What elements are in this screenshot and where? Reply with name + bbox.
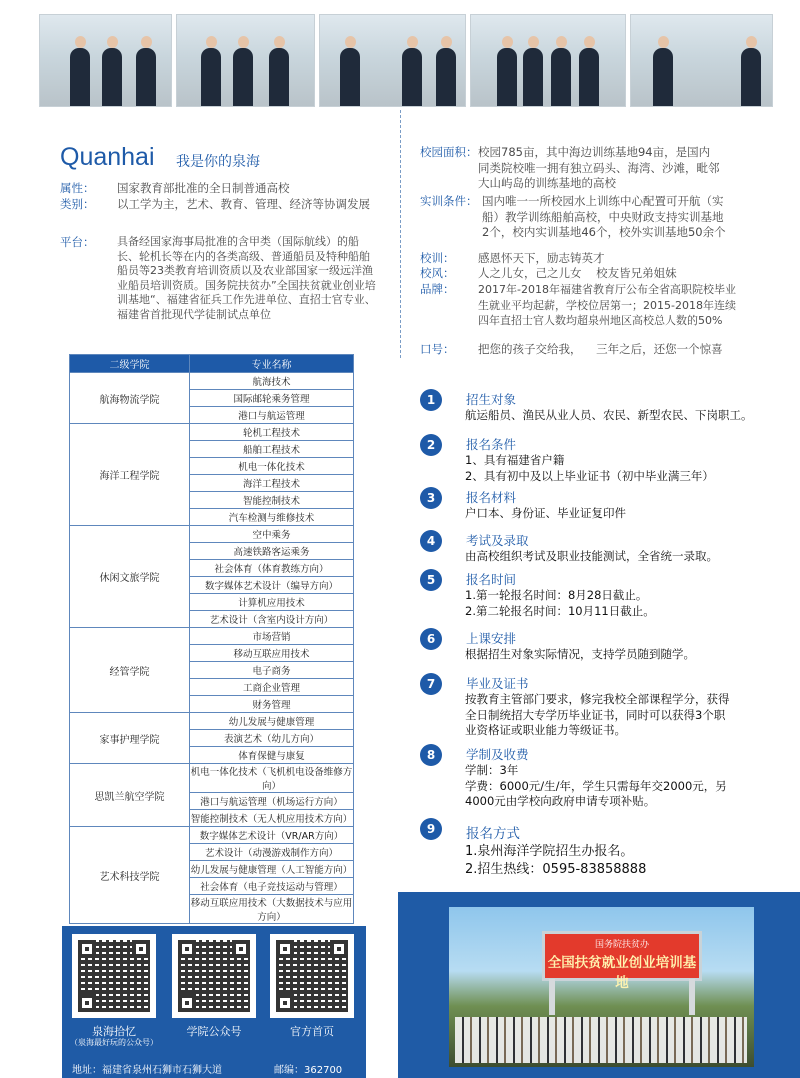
- info-label: 实训条件：: [420, 194, 478, 208]
- info-label: 校训：: [420, 251, 455, 265]
- photo-library: [39, 14, 172, 107]
- step-text: 学制：3年: [465, 763, 519, 777]
- step-text: 业资格证或职业能力等级证书。: [465, 723, 626, 737]
- major-name: 艺术设计（含室内设计方向）: [190, 611, 354, 628]
- info-value: 把您的孩子交给我， 三年之后，还您一个惊喜: [478, 342, 723, 356]
- major-name: 船舶工程技术: [190, 441, 354, 458]
- info-label: 类别：: [60, 197, 95, 211]
- table-header: 专业名称: [190, 355, 354, 373]
- step-number-badge: 6: [420, 628, 442, 650]
- info-value: 感恩怀天下，励志铸英才: [478, 251, 605, 265]
- info-campus-area: [420, 145, 790, 195]
- step-number-badge: 2: [420, 434, 442, 456]
- qr-label: 官方首页: [290, 1025, 334, 1038]
- step-text: 2.第二轮报名时间：10月11日截止。: [465, 603, 655, 618]
- info-motto: [420, 251, 790, 267]
- qr-label: 泉海拾忆: [92, 1025, 136, 1038]
- step-title: 报名时间: [466, 572, 517, 587]
- college-name: 家事护理学院: [70, 713, 190, 764]
- step-text: 由高校组织考试及职业技能测试，全省统一录取。: [465, 549, 718, 563]
- step-title: 毕业及证书: [466, 676, 529, 691]
- qr-code-homepage[interactable]: [270, 934, 354, 1018]
- major-name: 智能控制技术: [190, 492, 354, 509]
- table-row: [70, 713, 354, 730]
- majors-table-body: [70, 373, 354, 924]
- step-text: 4000元由学校向政府申请专项补贴。: [465, 794, 656, 808]
- major-name: 港口与航运管理: [190, 407, 354, 424]
- info-value: 国家教育部批准的全日制普通高校: [117, 181, 290, 195]
- major-name: 航海技术: [190, 373, 354, 390]
- table-row: [70, 373, 354, 390]
- qr-panel: [62, 926, 366, 1078]
- photo-crew: [470, 14, 626, 107]
- step-text: 户口本、身份证、毕业证复印件: [465, 506, 626, 520]
- major-name: 海洋工程技术: [190, 475, 354, 492]
- photo-students: [176, 14, 315, 107]
- info-label: 口号：: [420, 342, 455, 356]
- step-text: 1、具有福建省户籍: [465, 453, 565, 467]
- step-text: 2、具有初中及以上毕业证书（初中毕业满三年）: [465, 468, 714, 483]
- info-category: [60, 197, 380, 231]
- step-number-badge: 4: [420, 530, 442, 552]
- major-name: 数字媒体艺术设计（编导方向）: [190, 577, 354, 594]
- qr-sublabel: （泉海最好玩的公众号）: [70, 1038, 158, 1047]
- major-name: 计算机应用技术: [190, 594, 354, 611]
- info-value: 具备经国家海事局批准的含甲类（国际航线）的船长、轮机长等在内的各类高级、普通船员及特种船舶船员等23类教育培训资质以及农业部国家一级远洋渔业船员培训资质。国务院扶贫办”全国扶贫就业创业培训基地“、福建省征兵工作先进单位、直招士官专业、福建省首批现代学徒制试点单位: [117, 235, 376, 321]
- major-name: 港口与航运管理（机场运行方向）: [190, 793, 354, 810]
- major-name: 智能控制技术（无人机应用技术方向）: [190, 810, 354, 827]
- step-number-badge: 9: [420, 818, 442, 840]
- info-value: 人之儿女，己之儿女 校友皆兄弟姐妹: [478, 266, 677, 280]
- info-label: 校园面积：: [420, 145, 478, 159]
- qr-label: 学院公众号: [186, 1025, 242, 1038]
- step-number-badge: 1: [420, 389, 442, 411]
- table-header: 二级学院: [70, 355, 190, 373]
- step-title: 招生对象: [466, 392, 517, 407]
- info-attribute: [60, 181, 380, 197]
- step-title: 学制及收费: [466, 747, 529, 762]
- step-text: 1.第一轮报名时间：8月28日截止。: [465, 588, 648, 602]
- table-header-row: [70, 355, 354, 373]
- postcode: 邮编：362700: [274, 1065, 343, 1076]
- info-slogan: [420, 342, 790, 358]
- major-name: 数字媒体艺术设计（VR/AR方向）: [190, 827, 354, 844]
- column-divider: [400, 110, 401, 358]
- major-name: 表演艺术（幼儿方向）: [190, 730, 354, 747]
- major-name: 电子商务: [190, 662, 354, 679]
- qr-code-college[interactable]: [172, 934, 256, 1018]
- college-name: 经管学院: [70, 628, 190, 713]
- major-name: 空中乘务: [190, 526, 354, 543]
- step-text: 按教育主管部门要求，修完我校全部课程学分，获得: [465, 692, 730, 706]
- major-name: 移动互联应用技术（大数据技术与应用方向）: [190, 895, 354, 924]
- step-number-badge: 3: [420, 487, 442, 509]
- info-label: 校风：: [420, 266, 455, 280]
- info-label: 平台：: [60, 235, 95, 249]
- step-text: 学费：6000元/生/年，学生只需每年交2000元，另: [465, 778, 727, 793]
- brand-name: Quanhai: [60, 143, 155, 171]
- major-name: 机电一体化技术: [190, 458, 354, 475]
- step-text: 航运船员、渔民从业人员、农民、新型农民、下岗职工。: [465, 408, 753, 422]
- table-row: [70, 526, 354, 543]
- info-value: 以工学为主，艺术、教育、管理、经济等协调发展: [117, 197, 370, 211]
- address: 地址：福建省泉州石狮市石狮大道: [72, 1065, 222, 1076]
- campus-photo: [449, 907, 754, 1067]
- major-name: 移动互联应用技术: [190, 645, 354, 662]
- step-title: 报名条件: [466, 437, 517, 452]
- info-style: [420, 266, 790, 282]
- college-name: 思凯兰航空学院: [70, 764, 190, 827]
- table-row: [70, 628, 354, 645]
- table-row: [70, 827, 354, 844]
- major-name: 体育保健与康复: [190, 747, 354, 764]
- major-name: 幼儿发展与健康管理: [190, 713, 354, 730]
- major-name: 艺术设计（动漫游戏制作方向）: [190, 844, 354, 861]
- step-title: 考试及录取: [466, 533, 529, 548]
- info-label: 属性：: [60, 181, 95, 195]
- step-title: 上课安排: [466, 631, 517, 646]
- college-name: 休闲文旅学院: [70, 526, 190, 628]
- sign-line-1: 国务院扶贫办: [594, 940, 649, 950]
- step-text: 1.泉州海洋学院招生办报名。: [465, 844, 634, 859]
- table-row: [70, 764, 354, 793]
- step-text: 全日制统招大专学历毕业证书，同时可以获得3个职: [465, 707, 726, 722]
- photo-lab: [319, 14, 466, 107]
- major-name: 轮机工程技术: [190, 424, 354, 441]
- major-name: 幼儿发展与健康管理（人工智能方向）: [190, 861, 354, 878]
- info-value: 校园785亩，其中海边训练基地94亩，是国内同类院校唯一拥有独立码头、海湾、沙滩，毗邻大山屿岛的训练基地的高校: [478, 145, 720, 190]
- step-number-badge: 7: [420, 673, 442, 695]
- training-base-sign: [542, 931, 702, 991]
- info-brand: [420, 282, 790, 340]
- college-name: 海洋工程学院: [70, 424, 190, 526]
- majors-table: [69, 354, 354, 924]
- major-name: 市场营销: [190, 628, 354, 645]
- step-title: 报名方式: [466, 826, 520, 842]
- step-number-badge: 5: [420, 569, 442, 591]
- sign-pole: [689, 979, 695, 1015]
- step-number-badge: 8: [420, 744, 442, 766]
- step-text: 根据招生对象实际情况，支持学员随到随学。: [465, 647, 695, 661]
- major-name: 工商企业管理: [190, 679, 354, 696]
- college-name: 航海物流学院: [70, 373, 190, 424]
- major-name: 国际邮轮乘务管理: [190, 390, 354, 407]
- college-name: 艺术科技学院: [70, 827, 190, 924]
- major-name: 机电一体化技术（飞机机电设备维修方向）: [190, 764, 354, 793]
- table-row: [70, 424, 354, 441]
- brand-slogan: 我是你的泉海: [176, 154, 260, 170]
- info-value: 国内唯一一所校园水上训练中心配置可开航（实船）教学训练船舶高校，中央财政支持实训基地2个，校内实训基地46个，校外实训基地50余个: [482, 194, 726, 239]
- major-name: 财务管理: [190, 696, 354, 713]
- sign-line-2: 全国扶贫就业创业培训基地: [547, 955, 697, 991]
- info-value: 2017年-2018年福建省教育厅公布全省高职院校毕业生就业平均起薪，学校位居第一；2015-2018年连续四年直招士官人数均超泉州地区高校总人数的50%: [478, 283, 736, 327]
- step-title: 报名材料: [466, 490, 517, 505]
- major-name: 汽车检测与维修技术: [190, 509, 354, 526]
- info-platform: [60, 235, 380, 335]
- major-name: 高速铁路客运乘务: [190, 543, 354, 560]
- major-name: 社会体育（体育教练方向）: [190, 560, 354, 577]
- info-label: 品牌：: [420, 282, 455, 296]
- step-text: 2.招生热线：0595-83858888: [465, 862, 647, 877]
- qr-code-memories[interactable]: [72, 934, 156, 1018]
- sign-pole: [549, 979, 555, 1015]
- group-of-people: [455, 1017, 747, 1063]
- info-training: [420, 194, 790, 252]
- major-name: 社会体育（电子竞技运动与管理）: [190, 878, 354, 895]
- photo-classroom: [630, 14, 773, 107]
